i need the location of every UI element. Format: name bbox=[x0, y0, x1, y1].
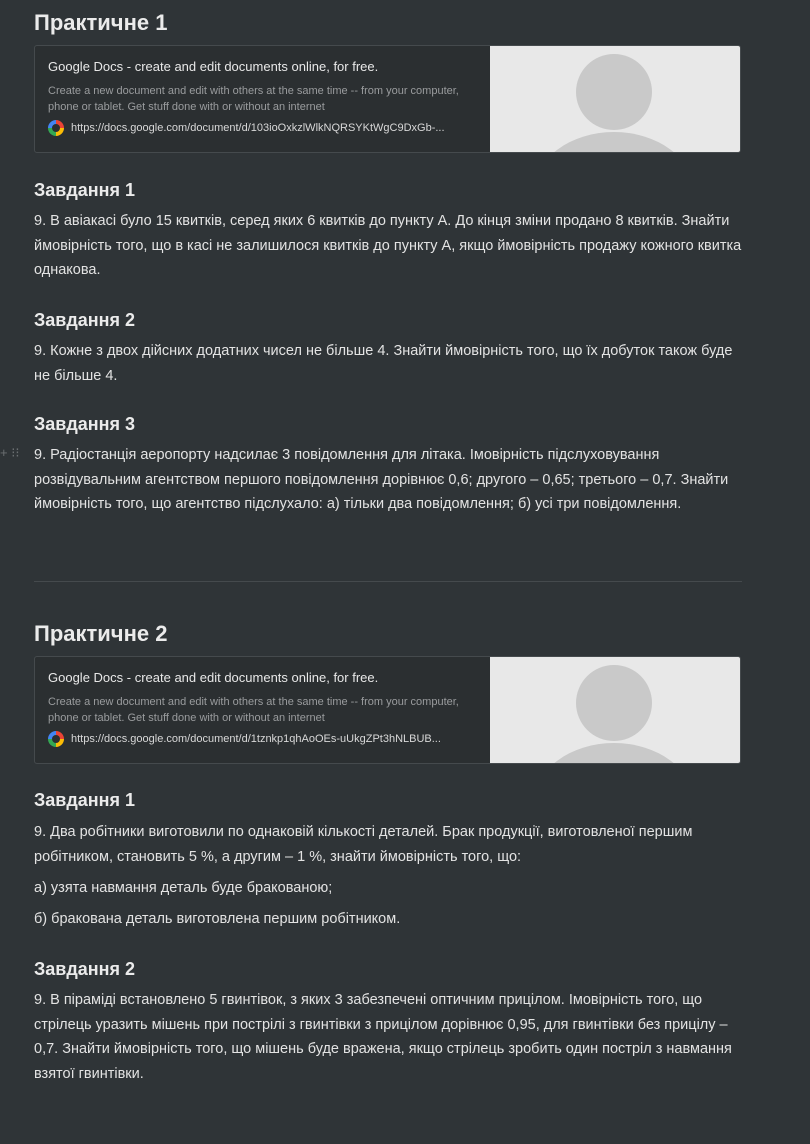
link-bookmark-card[interactable] bbox=[34, 45, 741, 153]
drag-handle-icon[interactable]: + ⁝⁝ bbox=[0, 445, 20, 460]
google-icon bbox=[48, 120, 64, 136]
task-text: 9. Радіостанція аеропорту надсилає 3 повідомлення для літака. Імовірність підслуховування розвідувальним агентством першого повідомлення дорівнює 0,6; другого – 0,65; третього – 0,7. Знайти ймовірність того, що агентство підслухало: а) тільки два повідомлення; б) усі три повідомлення. bbox=[34, 447, 729, 512]
avatar-placeholder-icon bbox=[576, 665, 652, 741]
section-title: Практичне 1 bbox=[34, 10, 168, 35]
task-heading: Завдання 2 bbox=[34, 310, 136, 330]
avatar-placeholder-body bbox=[534, 132, 694, 152]
bookmark-description: Create a new document and edit with others at the same time -- from your computer, phone or tablet. Get stuff done with or without an internet bbox=[48, 696, 459, 724]
bookmark-url-row bbox=[48, 731, 488, 747]
bookmark-text bbox=[48, 59, 488, 136]
task-text: 9. Два робітники виготовили по однаковій кількості деталей. Брак продукції, виготовленої першим робітником, становить 5 %, а другим – 1 %, знайти ймовірність того, що: bbox=[34, 824, 693, 865]
task-text: 9. В піраміді встановлено 5 гвинтівок, з яких 3 забезпечені оптичним прицілом. Імовірність того, що стрілець уразить мішень при пострілі з гвинтівки з прицілом дорівнює 0,95, для гвинтівки без прицілу – 0,7. Знайти ймовірність того, що мішень буде вражена, якщо стрілець зробить один постріл з навмання взятої гвинтівки. bbox=[34, 992, 732, 1082]
task-heading: Завдання 1 bbox=[34, 790, 136, 810]
bookmark-url-row bbox=[48, 120, 488, 136]
bookmark-url: https://docs.google.com/document/d/1tznkp1qhAoOEs-uUkgZPt3hNLBUB... bbox=[71, 733, 441, 745]
bookmark-url: https://docs.google.com/document/d/103ioOxkzlWlkNQRSYKtWgC9DxGb-... bbox=[71, 122, 445, 134]
task-heading: Завдання 1 bbox=[34, 180, 136, 200]
bookmark-title: Google Docs - create and edit documents online, for free. bbox=[48, 59, 379, 74]
divider bbox=[34, 581, 742, 582]
task-text: б) бракована деталь виготовлена першим робітником. bbox=[34, 911, 401, 927]
task-text: а) узята навмання деталь буде бракованою; bbox=[34, 880, 333, 896]
avatar-placeholder-icon bbox=[576, 54, 652, 130]
task-heading: Завдання 3 bbox=[34, 414, 136, 434]
bookmark-thumbnail bbox=[490, 46, 740, 152]
task-text: 9. Кожне з двох дійсних додатних чисел не більше 4. Знайти ймовірність того, що їх добуток також буде не більше 4. bbox=[34, 343, 733, 384]
task-text: 9. В авіакасі було 15 квитків, серед яких 6 квитків до пункту А. До кінця зміни продано 8 квитків. Знайти ймовірність того, що в касі не залишилося квитків до пункту А, якщо ймовірність продажу кожного квитка однакова. bbox=[34, 213, 742, 278]
bookmark-text bbox=[48, 670, 488, 747]
avatar-placeholder-body bbox=[534, 743, 694, 763]
task-heading: Завдання 2 bbox=[34, 959, 136, 979]
section-title: Практичне 2 bbox=[34, 621, 168, 646]
bookmark-title: Google Docs - create and edit documents online, for free. bbox=[48, 670, 379, 685]
google-icon bbox=[48, 731, 64, 747]
bookmark-thumbnail bbox=[490, 657, 740, 763]
link-bookmark-card[interactable] bbox=[34, 656, 741, 764]
bookmark-description: Create a new document and edit with others at the same time -- from your computer, phone or tablet. Get stuff done with or without an internet bbox=[48, 85, 459, 113]
